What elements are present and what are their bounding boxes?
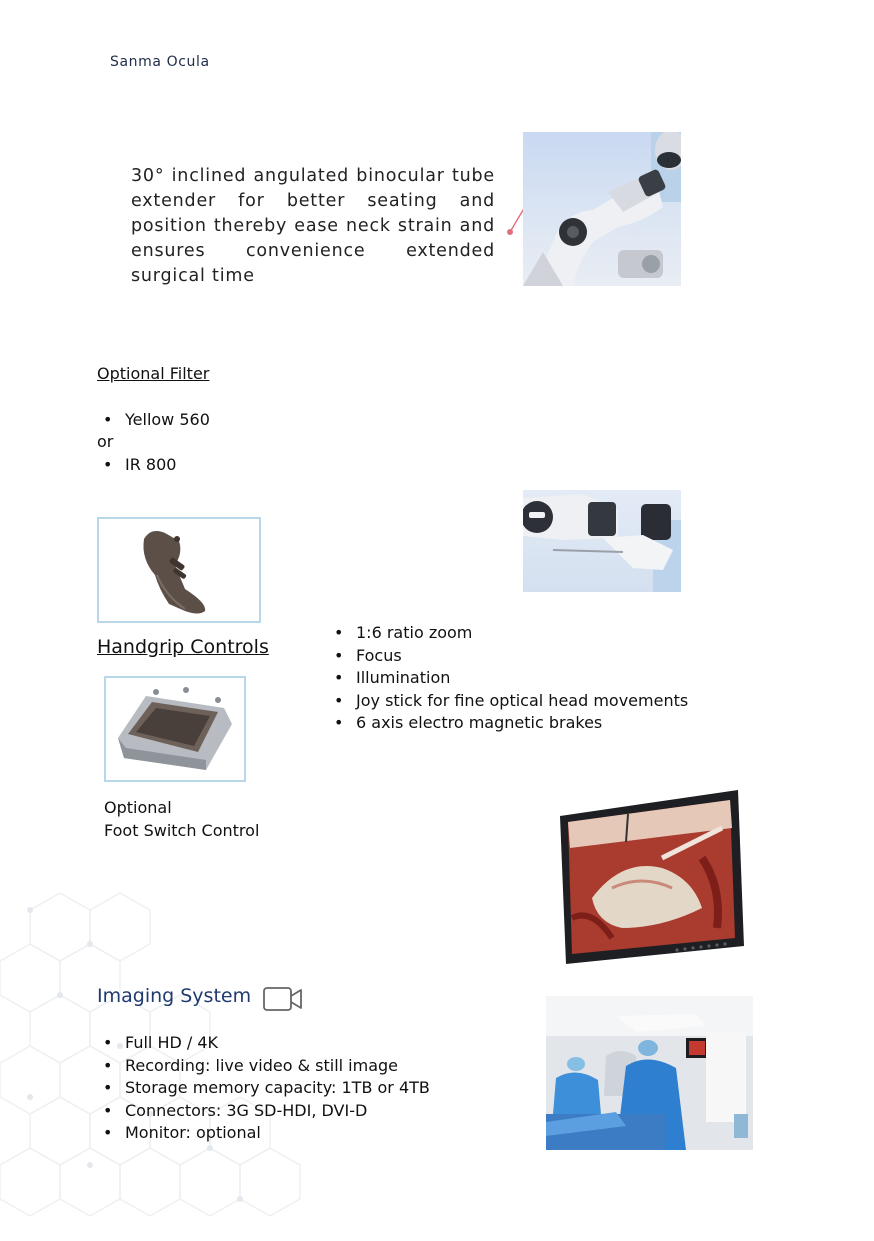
binocular-tube-photo — [523, 132, 681, 286]
foot-switch-image-frame — [104, 676, 246, 782]
handgrip-feature-list — [328, 622, 688, 735]
operating-room-photo — [546, 996, 753, 1150]
binocular-description: 30° inclined angulated binocular tube extender for better seating and position thereby ease neck strain and ensures convenience extended surgical time — [131, 166, 495, 286]
list-item: • Monitor: optional — [97, 1122, 430, 1145]
list-item: • Connectors: 3G SD-HDI, DVI-D — [97, 1100, 430, 1123]
brand-name: Sanma Ocula — [110, 54, 210, 70]
list-item: • Recording: live video & still image — [97, 1055, 430, 1078]
foot-switch-caption — [104, 797, 259, 842]
list-item: • 6 axis electro magnetic brakes — [328, 712, 688, 735]
handgrip-image — [99, 519, 259, 621]
foot-switch-caption-line1: Optional — [104, 798, 172, 817]
list-item: • Full HD / 4K — [97, 1032, 430, 1055]
filter-or-separator: or — [97, 432, 114, 451]
surgical-monitor-image — [552, 788, 752, 970]
list-item: • IR 800 — [97, 454, 176, 477]
optional-filter-title: Optional Filter — [97, 364, 210, 383]
handgrip-image-frame — [97, 517, 261, 623]
imaging-feature-list — [97, 1032, 430, 1145]
foot-switch-image — [106, 678, 244, 780]
filter-option-list — [97, 454, 176, 477]
list-item: • Storage memory capacity: 1TB or 4TB — [97, 1077, 430, 1100]
list-item: • Yellow 560 — [97, 409, 210, 432]
list-item: • 1:6 ratio zoom — [328, 622, 688, 645]
list-item: • Illumination — [328, 667, 688, 690]
video-camera-icon — [262, 986, 304, 1012]
list-item: • Focus — [328, 645, 688, 668]
imaging-system-title: Imaging System — [97, 985, 252, 1007]
list-item: • Joy stick for fine optical head movements — [328, 690, 688, 713]
optical-head-photo — [523, 490, 681, 592]
foot-switch-caption-line2: Foot Switch Control — [104, 820, 260, 840]
handgrip-controls-title: Handgrip Controls — [97, 636, 269, 658]
filter-option-list — [97, 409, 210, 432]
